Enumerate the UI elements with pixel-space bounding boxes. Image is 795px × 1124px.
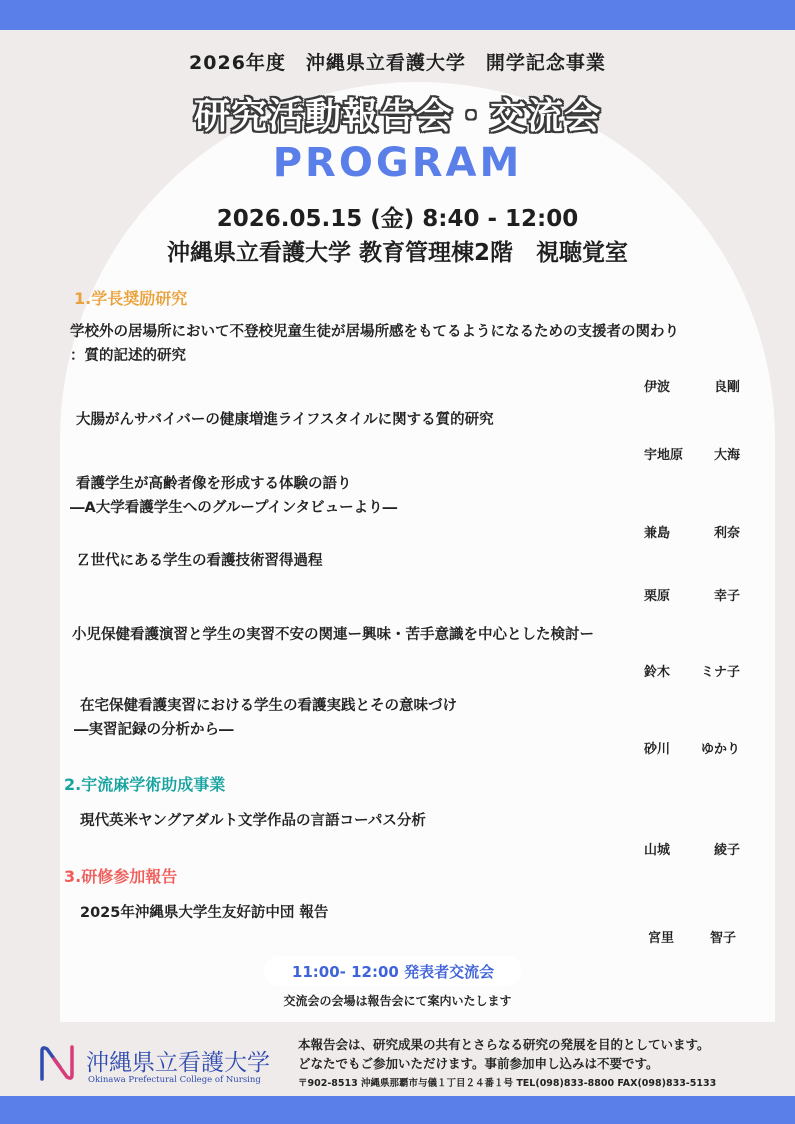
event-venue: 沖縄県立看護大学 教育管理棟2階 視聴覚室: [166, 240, 628, 266]
college-logo-english: Okinawa Prefectural College of Nursing: [88, 1075, 261, 1085]
presenter-given-name: 利奈: [713, 526, 740, 541]
talk-3-title-cont: ―A大学看護学生へのグループインタビューより―: [70, 500, 398, 516]
talk-6-title: 在宅保健看護実習における学生の看護実践とその意味づけ: [80, 698, 457, 714]
talk-5-presenter: [644, 661, 740, 680]
talk-1-title: 学校外の居場所において不登校児童生徒が居場所感をもてるようになるための支援者の関わり: [70, 324, 679, 340]
top-band: [0, 0, 795, 30]
section-heading-1: 1.学長奨励研究: [74, 289, 188, 308]
talk-3-title: 看護学生が高齢者像を形成する体験の語り: [76, 476, 352, 492]
presenter-given-name: 智子: [709, 931, 736, 946]
talk-6-presenter: [644, 738, 740, 757]
talk-4-presenter: [644, 585, 740, 604]
event-datetime: 2026.05.15 (金) 8:40 - 12:00: [216, 206, 579, 232]
program-heading: PROGRAM: [272, 140, 523, 186]
presenter-family-name: 山城: [644, 843, 671, 858]
event-subtitle: 2026年度 沖縄県立看護大学 開学記念事業: [189, 52, 606, 74]
footer-address: 〒902-8513 沖縄県那覇市与儀１丁目２４番１号 TEL(098)833-8800 FAX(098)833-5133: [298, 1078, 717, 1089]
section-heading-2: 2.宇流麻学術助成事業: [64, 775, 226, 794]
exchange-label: 11:00- 12:00 発表者交流会: [291, 963, 495, 981]
talk-3-presenter: [644, 522, 740, 541]
presenter-family-name: 伊波: [644, 380, 671, 395]
talk-7-title: 現代英米ヤングアダルト文学作品の言語コーパス分析: [80, 813, 426, 829]
presenter-family-name: 宮里: [648, 931, 675, 946]
event-title: 研究活動報告会・交流会: [193, 96, 601, 137]
talk-4-title: Ｚ世代にある学生の看護技術習得過程: [76, 553, 323, 569]
footer-purpose-text: 本報告会は、研究成果の共有とさらなる研究の発展を目的としています。: [298, 1037, 710, 1052]
presenter-given-name: 良剛: [713, 380, 740, 395]
footer-participation-text: どなたでもご参加いただけます。事前参加申し込みは不要です。: [298, 1056, 659, 1071]
college-logo-mark-icon: [38, 1043, 76, 1083]
talk-5-title: 小児保健看護演習と学生の実習不安の関連ー興味・苦手意識を中心とした検討ー: [72, 627, 594, 643]
talk-1-title-cont: ：質的記述的研究: [70, 348, 186, 364]
college-logo-japanese: 沖縄県立看護大学: [86, 1050, 270, 1076]
presenter-given-name: 幸子: [713, 589, 740, 604]
presenter-family-name: 兼島: [644, 526, 671, 541]
talk-8-presenter: [648, 927, 736, 946]
bottom-band: [0, 1096, 795, 1124]
presenter-family-name: 砂川: [644, 742, 671, 757]
talk-1-presenter: [644, 376, 740, 395]
talk-8-title: 2025年沖縄県大学生友好訪中団 報告: [80, 905, 329, 921]
presenter-given-name: ゆかり: [700, 742, 740, 757]
exchange-note: 交流会の会場は報告会にて案内いたします: [283, 994, 512, 1008]
presenter-given-name: 綾子: [713, 843, 740, 858]
presenter-family-name: 宇地原: [644, 448, 684, 463]
talk-2-title: 大腸がんサバイバーの健康増進ライフスタイルに関する質的研究: [76, 412, 494, 428]
talk-6-title-cont: ―実習記録の分析から―: [74, 722, 234, 738]
presenter-given-name: ミナ子: [700, 665, 740, 680]
presenter-given-name: 大海: [713, 448, 740, 463]
talk-7-presenter: [644, 839, 740, 858]
section-heading-3: 3.研修参加報告: [64, 867, 178, 886]
presenter-family-name: 鈴木: [644, 665, 671, 680]
talk-2-presenter: [644, 444, 740, 463]
presenter-family-name: 栗原: [644, 589, 671, 604]
